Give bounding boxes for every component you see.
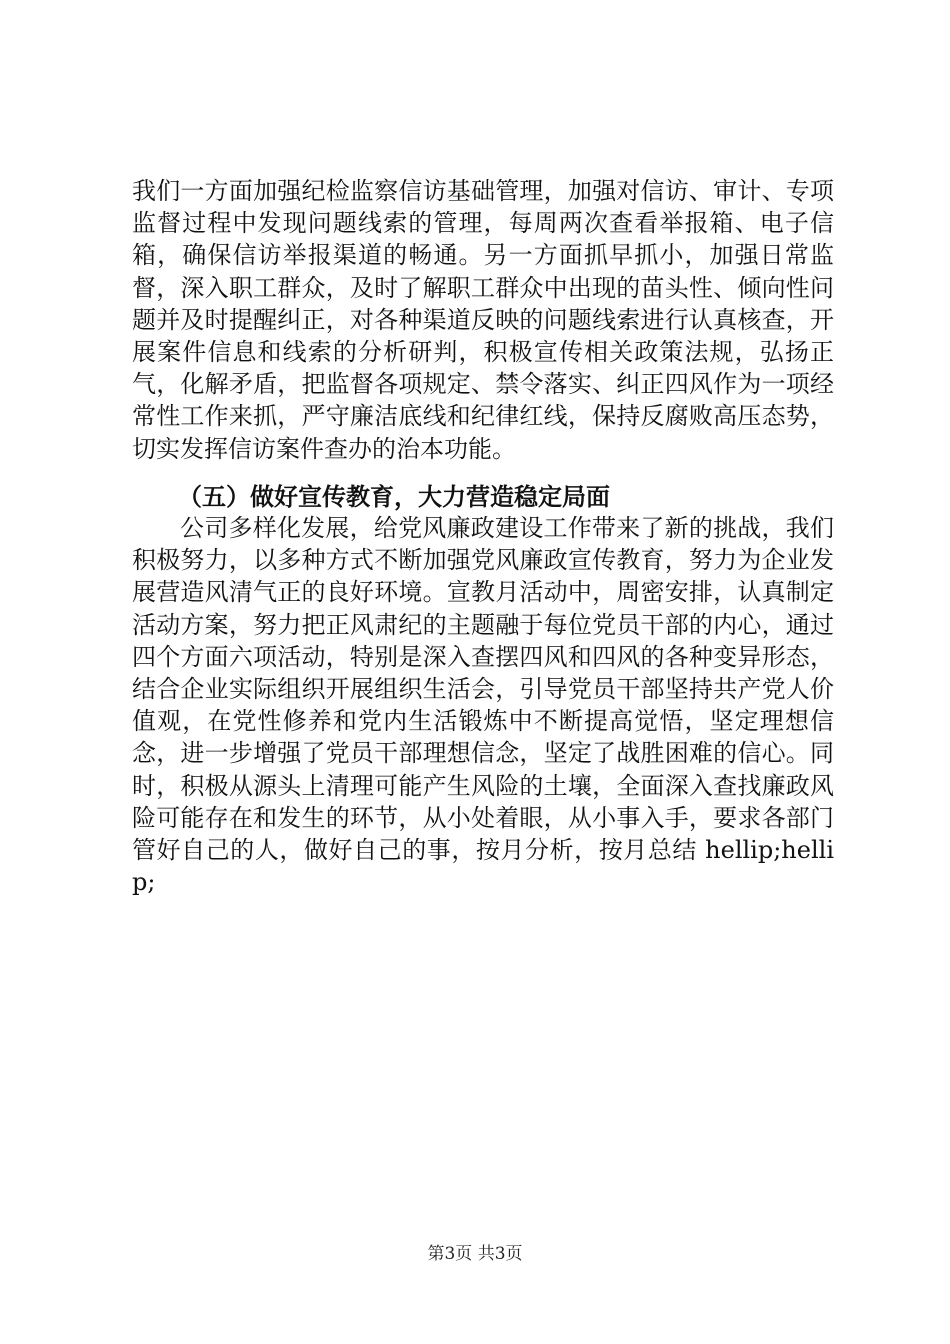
body-paragraph: 我们一方面加强纪检监察信访基础管理，加强对信访、审计、专项监督过程中发现问题线索的管理，每周两次查看举报箱、电子信箱，确保信访举报渠道的畅通。另一方面抓早抓小，加强日常监督，深入职工群众，及时了解职工群众中出现的苗头性、倾向性问题并及时提醒纠正，对各种渠道反映的问题线索进行认真核查，开展案件信息和线索的分析研判，积极宣传相关政策法规，弘扬正气，化解矛盾，把监督各项规定、禁令落实、纠正四风作为一项经常性工作来抓，严守廉洁底线和纪律红线，保持反腐败高压态势，切实发挥信访案件查办的治本功能。 bbox=[132, 177, 834, 463]
section-heading: （五）做好宣传教育，大力营造稳定局面 bbox=[178, 483, 610, 511]
page-footer: 第3页 共3页 bbox=[427, 1244, 523, 1264]
body-paragraph: 公司多样化发展，给党风廉政建设工作带来了新的挑战，我们积极努力，以多种方式不断加强党风廉政宣传教育，努力为企业发展营造风清气正的良好环境。宣教月活动中，周密安排，认真制定活动方案，努力把正风肃纪的主题融于每位党员干部的内心，通过四个方面六项活动，特别是深入查摆四风和四风的各种变异形态，结合企业实际组织开展组织生活会，引导党员干部坚持共产党人价值观，在党性修养和党内生活锻炼中不断提高觉悟，坚定理想信念，进一步增强了党员干部理想信念，坚定了战胜困难的信心。同时，积极从源头上清理可能产生风险的土壤，全面深入查找廉政风险可能存在和发生的环节，从小处着眼，从小事入手，要求各部门管好自己的人，做好自己的事，按月分析，按月总结 hellip;hellip; bbox=[132, 514, 834, 897]
